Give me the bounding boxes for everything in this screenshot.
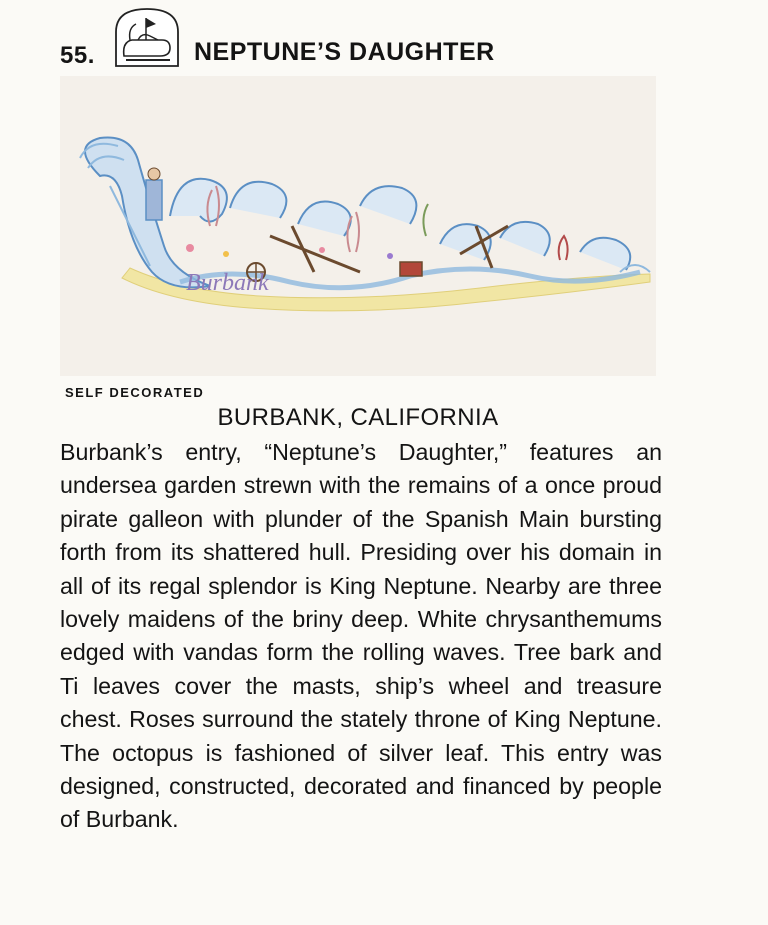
decoration-credit: SELF DECORATED xyxy=(65,385,205,400)
float-banner-text: Burbank xyxy=(186,270,269,296)
parade-float-illustration xyxy=(60,76,656,376)
float-sleigh-emblem-icon xyxy=(112,6,182,68)
location-heading: BURBANK, CALIFORNIA xyxy=(217,404,499,431)
entry-description: Burbank’s entry, “Neptune’s Daughter,” features an undersea garden strewn with the remains of a once proud pirate galleon with plunder of the Spanish Main bursting forth from its shattered hull. Presiding over his domain in all of its regal splendor is King Neptune. Nearby are three lovely maidens of the briny deep. White chrysanthemums edged with vandas form the rolling waves. Tree bark and Ti leaves cover the masts, ship’s wheel and treasure chest. Roses surround the stately throne of King Neptune. The octopus is fashioned of silver leaf. This entry was designed, constructed, decorated and financed by people of Burbank. xyxy=(60,439,662,833)
page-header xyxy=(60,6,700,72)
entry-number: 55. xyxy=(60,42,95,69)
entry-title: NEPTUNE’S DAUGHTER xyxy=(194,38,495,66)
